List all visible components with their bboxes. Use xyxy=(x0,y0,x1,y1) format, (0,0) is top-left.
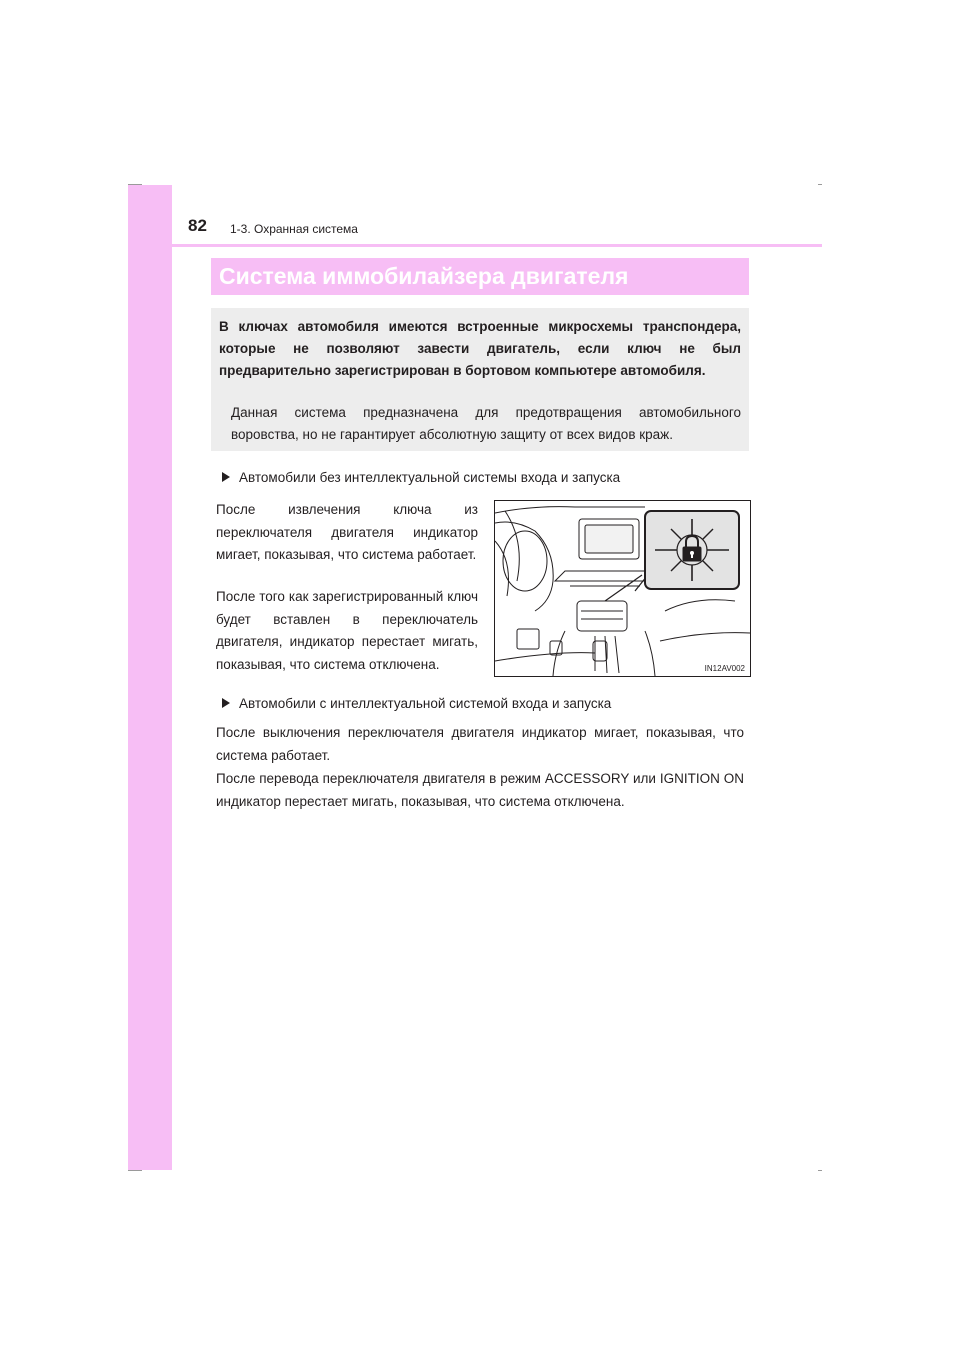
intro-note-text: Данная система предназначена для предотвращения автомобильного воровства, но не гарантирует абсолютную защиту от всех видов краж. xyxy=(231,405,741,442)
paragraph: После перевода переключателя двигателя в режим ACCESSORY или IGNITION ON индикатор перестает мигать, показывая, что система отключена. xyxy=(216,771,744,809)
intro-bold-text: В ключах автомобиля имеются встроенные микросхемы транспондера, которые не позволяют завести двигатель, если ключ не был предварительно зарегистрирован в бортовом компьютере автомобиля. xyxy=(219,319,741,378)
subheading-with-smart-key xyxy=(222,694,611,714)
title-banner xyxy=(211,258,749,295)
paragraph: После того как зарегистрированный ключ будет вставлен в переключатель двигателя, индикатор перестает мигать, показывая, что система отключена. xyxy=(216,589,478,672)
section-title: 1-3. Охранная система xyxy=(230,222,358,236)
crop-mark xyxy=(818,1170,822,1171)
paragraph: После извлечения ключа из переключателя двигателя индикатор мигает, показывая, что система работает. xyxy=(216,502,478,562)
triangle-bullet-icon xyxy=(222,472,230,482)
crop-mark xyxy=(818,184,822,185)
figure-code: IN12AV002 xyxy=(704,664,745,673)
header-divider xyxy=(172,244,822,247)
dashboard-figure xyxy=(494,500,751,677)
page-title: Система иммобилайзера двигателя xyxy=(219,263,629,289)
subheading-without-smart-key xyxy=(222,468,620,488)
paragraph: После выключения переключателя двигателя индикатор мигает, показывая, что система работает. xyxy=(216,725,744,763)
subheading-text: Автомобили с интеллектуальной системой входа и запуска xyxy=(239,696,612,711)
intro-box xyxy=(211,308,749,451)
subheading-text: Автомобили без интеллектуальной системы входа и запуска xyxy=(239,470,621,485)
dashboard-illustration xyxy=(495,501,750,676)
chapter-side-tab xyxy=(128,185,172,1170)
crop-mark xyxy=(128,1170,142,1171)
page-number: 82 xyxy=(188,216,207,235)
triangle-bullet-icon xyxy=(222,698,230,708)
